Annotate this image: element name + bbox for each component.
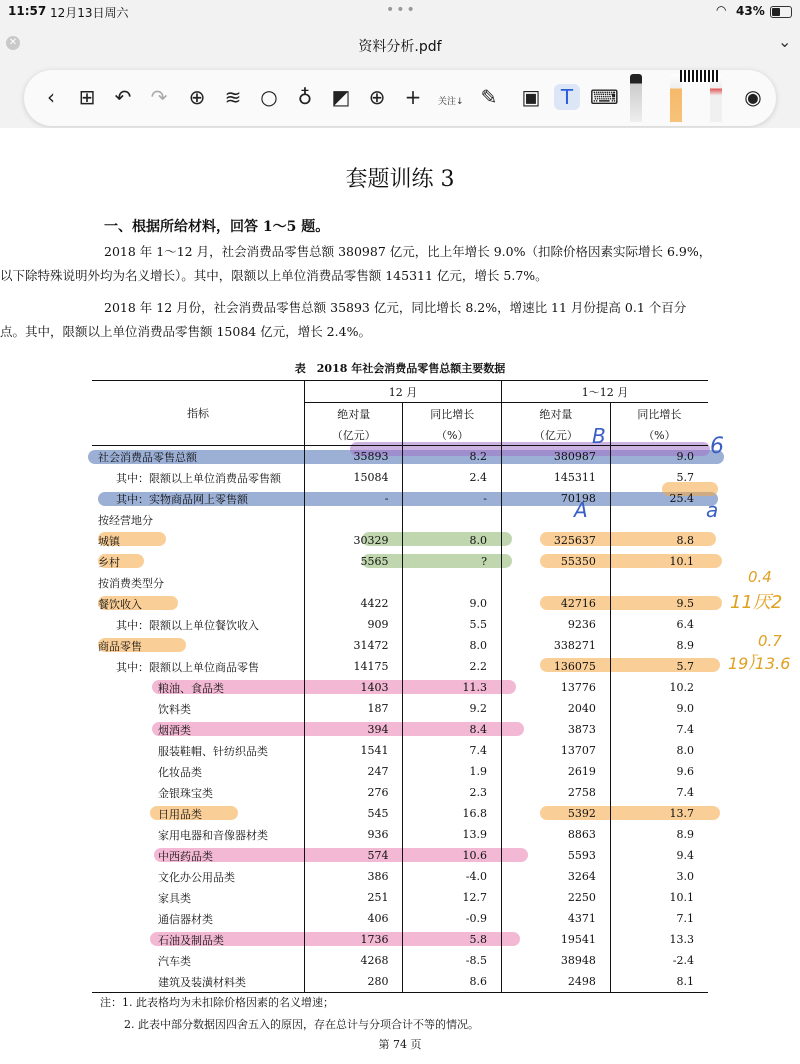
dec-abs-cell: 35893 — [305, 446, 403, 468]
dec-abs-cell: 280 — [305, 971, 403, 993]
table-caption: 表 2018 年社会消费品零售总额主要数据 — [294, 362, 506, 375]
dec-abs-cell: 15084 — [305, 467, 403, 488]
header-ytd-yoy: 同比增长 — [637, 407, 682, 421]
row-label: 饮料类 — [92, 698, 305, 719]
row-label: 餐饮收入 — [92, 593, 305, 614]
ytd-yoy-cell: 13.7 — [669, 807, 694, 820]
dec-abs-cell: 187 — [305, 698, 403, 719]
ytd-yoy-cell: 25.4 — [669, 492, 694, 505]
ytd-yoy-cell: 10.2 — [669, 681, 694, 694]
table-row — [92, 467, 708, 488]
annotation-toolbar — [24, 70, 776, 126]
ytd-yoy-cell: 6.4 — [676, 618, 694, 631]
table-row — [92, 677, 708, 698]
dec-abs-cell — [305, 572, 403, 593]
globe-icon[interactable]: ⊕ — [368, 85, 386, 109]
row-label: 按经营地分 — [92, 509, 305, 530]
dec-yoy-cell: 8.2 — [403, 446, 501, 468]
row-label: 其中：实物商品网上零售额 — [92, 488, 305, 509]
ytd-yoy-cell: 8.0 — [676, 744, 694, 757]
ytd-abs-cell — [501, 572, 610, 593]
section-heading: 一、根据所给材料，回答 1～5 题。 — [104, 219, 330, 235]
ytd-abs-cell: 8863 — [501, 824, 610, 845]
header-ytd: 1～12 月 — [501, 381, 708, 403]
table-row — [92, 803, 708, 824]
dec-abs-cell: 276 — [305, 782, 403, 803]
dec-abs-cell: 394 — [305, 719, 403, 740]
dec-abs-cell: 14175 — [305, 656, 403, 677]
dec-yoy-cell: 8.0 — [403, 635, 501, 656]
ytd-yoy-cell: 7.4 — [676, 786, 694, 799]
table-row — [92, 530, 708, 551]
fountain-pen-icon[interactable] — [630, 74, 642, 122]
row-label: 中西药品类 — [92, 845, 305, 866]
paragraph-2: 2018 年 12 月份，社会消费品零售总额 35893 亿元，同比增长 8.2%，增速比 11 月份提高 0.1 个百分 点。其中，限额以上单位消费品零售额 15084 亿元，增长 2.4%。 — [0, 300, 687, 339]
dec-yoy-cell: 16.8 — [403, 803, 501, 824]
multitask-dots-icon[interactable]: ••• — [386, 2, 417, 18]
ytd-abs-cell: 19541 — [501, 929, 610, 950]
status-bar — [0, 0, 800, 24]
battery-percent: 43% — [736, 4, 765, 18]
ytd-abs-cell: 380987 — [501, 446, 610, 468]
table-row — [92, 572, 708, 593]
status-time: 11:57 — [8, 4, 47, 18]
handwritten-b: B — [592, 424, 606, 448]
plus-icon[interactable]: + — [404, 85, 422, 109]
dec-yoy-cell: 2.2 — [403, 656, 501, 677]
dec-yoy-cell: 5.8 — [403, 929, 501, 950]
table-row — [92, 866, 708, 887]
header-unit-abs: （亿元） — [305, 424, 403, 446]
row-label: 日用品类 — [92, 803, 305, 824]
header-indicator: 指标 — [92, 381, 305, 446]
row-label: 乡村 — [92, 551, 305, 572]
ytd-abs-cell: 145311 — [501, 467, 610, 488]
dec-abs-cell: 1736 — [305, 929, 403, 950]
back-icon[interactable]: ‹ — [47, 85, 55, 109]
row-label: 城镇 — [92, 530, 305, 551]
row-label: 家具类 — [92, 887, 305, 908]
table-row — [92, 614, 708, 635]
table-row — [92, 740, 708, 761]
undo-icon[interactable]: ↶ — [114, 85, 132, 109]
ytd-abs-cell: 136075 — [501, 656, 610, 677]
table-row — [92, 509, 708, 530]
microphone-icon[interactable]: ♁ — [297, 85, 313, 109]
header-unit-abs-2: （亿元） — [501, 424, 610, 446]
dec-yoy-cell: 2.4 — [403, 467, 501, 488]
ytd-abs-cell: 55350 — [501, 551, 610, 572]
status-date: 12月13日周六 — [50, 6, 129, 20]
dec-yoy-cell: ? — [403, 551, 501, 572]
row-label: 通信器材类 — [92, 908, 305, 929]
ytd-yoy-cell: 8.1 — [676, 975, 694, 988]
handwritten-a-small: a — [706, 498, 719, 522]
ytd-yoy-cell: 5.7 — [676, 660, 694, 673]
dec-abs-cell: 4268 — [305, 950, 403, 971]
dec-abs-cell: 545 — [305, 803, 403, 824]
dec-yoy-cell: 2.3 — [403, 782, 501, 803]
dec-abs-cell: 31472 — [305, 635, 403, 656]
ytd-abs-cell: 2619 — [501, 761, 610, 782]
pdf-page — [0, 128, 800, 1064]
ytd-yoy-cell: 10.1 — [669, 891, 694, 904]
ytd-yoy-cell: 9.0 — [676, 702, 694, 715]
add-page-icon[interactable]: ⊕ — [188, 85, 206, 109]
table-row — [92, 824, 708, 845]
ytd-abs-cell: 5392 — [501, 803, 610, 824]
header-ytd-abs: 绝对量 — [501, 403, 610, 425]
row-label: 家用电器和音像器材类 — [92, 824, 305, 845]
table-row — [92, 908, 708, 929]
paragraph-1: 2018 年 1～12 月，社会消费品零售总额 380987 亿元，比上年增长 9.0%（扣除价格因素实际增长 6.9%， 以下除特殊说明外均为名义增长）。其中，限额以上单位消费品零售额 145311 亿元，增长 5.7%。 — [0, 244, 712, 283]
dec-yoy-cell: -8.5 — [403, 950, 501, 971]
row-label: 服装鞋帽、针纺织品类 — [92, 740, 305, 761]
table-row — [92, 845, 708, 866]
table-row — [92, 446, 708, 468]
text-tool-icon[interactable]: T — [554, 84, 580, 110]
dec-yoy-cell — [403, 572, 501, 593]
table-row — [92, 929, 708, 950]
page-number: 第 74 页 — [378, 1038, 422, 1051]
note-1: 注：1. 此表格均为未扣除价格因素的名义增速； — [100, 996, 334, 1009]
table-row — [92, 719, 708, 740]
dec-abs-cell: 30329 — [305, 530, 403, 551]
follow-button[interactable]: 关注↓ — [438, 97, 464, 107]
table-row — [92, 887, 708, 908]
ytd-yoy-cell: 9.5 — [676, 597, 694, 610]
dec-abs-cell — [305, 509, 403, 530]
row-label: 其中：限额以上单位餐饮收入 — [92, 614, 305, 635]
grid-icon[interactable]: ⊞ — [78, 85, 96, 109]
header-dec-yoy: 同比增长 — [403, 403, 501, 425]
ytd-yoy-cell: 7.1 — [676, 912, 694, 925]
ytd-abs-cell: 13776 — [501, 677, 610, 698]
ytd-abs-cell: 338271 — [501, 635, 610, 656]
dec-yoy-cell: 1.9 — [403, 761, 501, 782]
image-icon[interactable]: ▣ — [521, 85, 541, 109]
row-label: 烟酒类 — [92, 719, 305, 740]
dec-abs-cell: 5565 — [305, 551, 403, 572]
dec-yoy-cell: 9.0 — [403, 593, 501, 614]
dec-abs-cell: 4422 — [305, 593, 403, 614]
dec-yoy-cell: - — [403, 488, 501, 509]
row-label: 社会消费品零售总额 — [92, 446, 305, 468]
ytd-yoy-cell: 9.4 — [676, 849, 694, 862]
redo-icon[interactable]: ↷ — [150, 85, 168, 109]
color-palette-icon[interactable]: ◉ — [744, 85, 762, 109]
ytd-abs-cell: 5593 — [501, 845, 610, 866]
row-label: 石油及制品类 — [92, 929, 305, 950]
table-row — [92, 551, 708, 572]
header-unit-pct-2: （%） — [643, 428, 676, 442]
ytd-yoy-cell — [610, 509, 708, 530]
ytd-yoy-cell: 8.8 — [676, 534, 694, 547]
ytd-yoy-cell: -2.4 — [672, 954, 694, 967]
ytd-yoy-cell: 9.6 — [676, 765, 694, 778]
table-row — [92, 488, 708, 509]
ytd-abs-cell: 2250 — [501, 887, 610, 908]
ytd-abs-cell: 325637 — [501, 530, 610, 551]
row-label: 建筑及装潢材料类 — [92, 971, 305, 993]
handwritten-a: A — [574, 498, 588, 522]
dec-abs-cell: 1403 — [305, 677, 403, 698]
dec-abs-cell: 1541 — [305, 740, 403, 761]
row-label: 文化办公用品类 — [92, 866, 305, 887]
dec-yoy-cell: 10.6 — [403, 845, 501, 866]
ytd-abs-cell: 4371 — [501, 908, 610, 929]
search-icon[interactable]: ○ — [260, 85, 278, 109]
ytd-abs-cell: 70198 — [501, 488, 610, 509]
ytd-abs-cell: 38948 — [501, 950, 610, 971]
row-label: 其中：限额以上单位商品零售 — [92, 656, 305, 677]
dec-abs-cell: 406 — [305, 908, 403, 929]
dec-yoy-cell: 7.4 — [403, 740, 501, 761]
dec-abs-cell: 386 — [305, 866, 403, 887]
dec-yoy-cell: 13.9 — [403, 824, 501, 845]
sticker-icon[interactable]: ◩ — [331, 85, 351, 109]
row-label: 其中：限额以上单位消费品零售额 — [92, 467, 305, 488]
window-titlebar — [0, 26, 800, 62]
row-label: 按消费类型分 — [92, 572, 305, 593]
dec-abs-cell: 574 — [305, 845, 403, 866]
ytd-yoy-cell: 8.9 — [676, 639, 694, 652]
table-row — [92, 593, 708, 614]
ytd-yoy-cell: 9.0 — [676, 450, 694, 463]
battery-icon — [770, 6, 792, 18]
handwritten-calc2-division: 19⟌13.6 — [728, 654, 791, 673]
table-row — [92, 698, 708, 719]
dec-yoy-cell: 8.4 — [403, 719, 501, 740]
row-label: 汽车类 — [92, 950, 305, 971]
table-row — [92, 761, 708, 782]
ytd-abs-cell: 3264 — [501, 866, 610, 887]
ytd-yoy-cell — [610, 572, 708, 593]
ytd-abs-cell: 3873 — [501, 719, 610, 740]
row-label: 商品零售 — [92, 635, 305, 656]
ytd-abs-cell: 2758 — [501, 782, 610, 803]
ytd-yoy-cell: 13.3 — [669, 933, 694, 946]
handwritten-calc2-quotient: 0.7 — [758, 632, 782, 650]
dec-yoy-cell: 8.0 — [403, 530, 501, 551]
row-label: 金银珠宝类 — [92, 782, 305, 803]
ytd-abs-cell: 2040 — [501, 698, 610, 719]
layers-icon[interactable]: ≋ — [224, 85, 242, 109]
ytd-abs-cell: 9236 — [501, 614, 610, 635]
table-row — [92, 971, 708, 993]
header-dec-abs: 绝对量 — [305, 403, 403, 425]
ytd-abs-cell: 2498 — [501, 971, 610, 993]
document-title: 资料分析.pdf — [358, 39, 442, 55]
ytd-yoy-cell: 5.7 — [676, 471, 694, 484]
dec-yoy-cell: -0.9 — [403, 908, 501, 929]
ytd-yoy-cell: 8.9 — [676, 828, 694, 841]
handwritten-six: 6 — [710, 434, 724, 459]
data-table — [92, 380, 708, 993]
dec-abs-cell: 909 — [305, 614, 403, 635]
dec-abs-cell: - — [305, 488, 403, 509]
table-row — [92, 656, 708, 677]
dec-yoy-cell: 12.7 — [403, 887, 501, 908]
dec-yoy-cell: -4.0 — [403, 866, 501, 887]
ytd-abs-cell — [501, 509, 610, 530]
close-icon[interactable]: ✕ — [6, 36, 20, 50]
pen-tool-icon[interactable]: ✎ — [480, 85, 498, 109]
dec-yoy-cell: 9.2 — [403, 698, 501, 719]
dec-yoy-cell — [403, 509, 501, 530]
ytd-abs-cell: 42716 — [501, 593, 610, 614]
dec-abs-cell: 936 — [305, 824, 403, 845]
table-row — [92, 635, 708, 656]
header-dec: 12 月 — [305, 381, 502, 403]
dec-yoy-cell: 5.5 — [403, 614, 501, 635]
ytd-yoy-cell: 7.4 — [676, 723, 694, 736]
dec-abs-cell: 251 — [305, 887, 403, 908]
ytd-yoy-cell: 3.0 — [676, 870, 694, 883]
ytd-yoy-cell: 10.1 — [669, 555, 694, 568]
dec-abs-cell: 247 — [305, 761, 403, 782]
dec-yoy-cell: 8.6 — [403, 971, 501, 993]
keyboard-icon[interactable]: ⌨ — [590, 85, 619, 109]
row-label: 粮油、食品类 — [92, 677, 305, 698]
handwritten-calc1-division: 11厌2 — [730, 592, 783, 613]
table-row — [92, 950, 708, 971]
wifi-icon: ◠ — [716, 3, 727, 17]
header-unit-pct: （%） — [403, 424, 501, 446]
chevron-down-icon[interactable]: ⌄ — [778, 32, 792, 51]
row-label: 化妆品类 — [92, 761, 305, 782]
qr-code-icon — [680, 70, 720, 82]
note-2: 2. 此表中部分数据因四舍五入的原因，存在总计与分项合计不等的情况。 — [124, 1018, 479, 1031]
table-row — [92, 782, 708, 803]
dec-yoy-cell: 11.3 — [403, 677, 501, 698]
ytd-abs-cell: 13707 — [501, 740, 610, 761]
handwritten-calc1-quotient: 0.4 — [748, 568, 772, 586]
exercise-title: 套题训练 3 — [345, 167, 455, 192]
